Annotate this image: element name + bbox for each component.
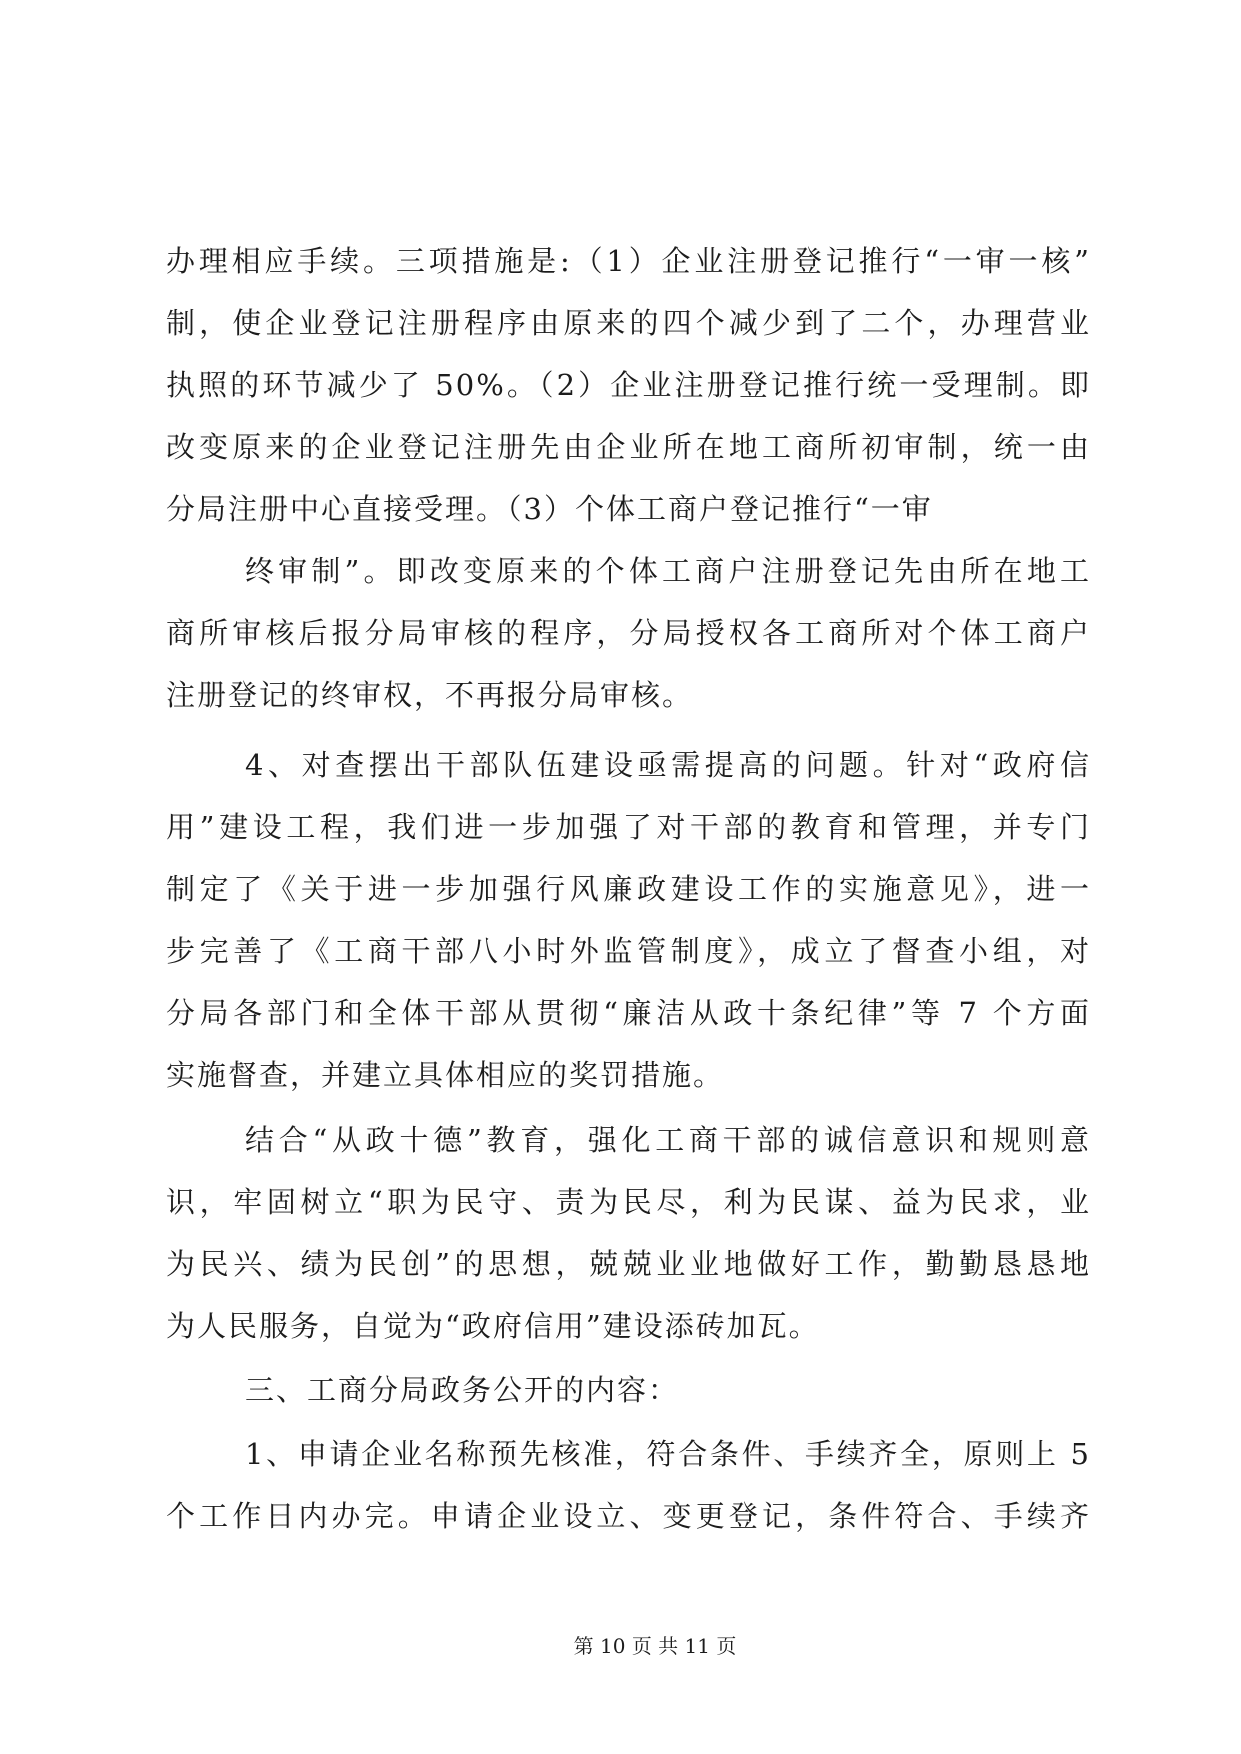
text-line: 识，牢固树立“职为民守、责为民尽，利为民谋、益为民求，业 [166,1185,1091,1219]
text-line: 执照的环节减少了 50%。（2）企业注册登记推行统一受理制。即 [166,368,1091,402]
paragraph [166,540,1091,726]
text-line: 分局各部门和全体干部从贯彻“廉洁从政十条纪律”等 7 个方面 [166,996,1091,1030]
text-line: 分局注册中心直接受理。（3）个体工商户登记推行“一审 [166,492,933,526]
text-line: 改变原来的企业登记注册先由企业所在地工商所初审制，统一由 [166,430,1091,464]
text-line: 用”建设工程，我们进一步加强了对干部的教育和管理，并专门 [166,810,1091,844]
text-line: 为人民服务，自觉为“政府信用”建设添砖加瓦。 [166,1309,820,1343]
text-line: 为民兴、绩为民创”的思想，兢兢业业地做好工作，勤勤恳恳地 [166,1247,1091,1281]
document-body [166,230,1091,1547]
text-line: 注册登记的终审权，不再报分局审核。 [166,678,694,712]
text-line: 制，使企业登记注册程序由原来的四个减少到了二个，办理营业 [166,306,1091,340]
text-line: 三、工商分局政务公开的内容： [245,1373,680,1407]
paragraph [166,1423,1091,1547]
text-line: 商所审核后报分局审核的程序，分局授权各工商所对个体工商户 [166,616,1091,650]
text-line: 步完善了《工商干部八小时外监管制度》，成立了督查小组，对 [166,934,1091,968]
text-line: 实施督查，并建立具体相应的奖罚措施。 [166,1058,725,1092]
paragraph [166,1109,1091,1357]
text-line: 个工作日内办完。申请企业设立、变更登记，条件符合、手续齐 [166,1499,1091,1533]
paragraph-continued [166,230,1091,540]
text-line: 办理相应手续。三项措施是:（1）企业注册登记推行“一审一核” [166,244,1091,278]
text-line: 1、申请企业名称预先核准，符合条件、手续齐全，原则上 5 [245,1437,1091,1471]
text-line: 终审制”。即改变原来的个体工商户注册登记先由所在地工 [245,554,1091,588]
page-footer: 第 10 页 共 11 页 [573,1634,737,1658]
text-line: 4、对查摆出干部队伍建设亟需提高的问题。针对“政府信 [245,748,1091,782]
text-line: 制定了《关于进一步加强行风廉政建设工作的实施意见》，进一 [166,872,1091,906]
text-line: 结合“从政十德”教育，强化工商干部的诚信意识和规则意 [245,1123,1091,1157]
paragraph [166,734,1091,1106]
section-heading [166,1359,1091,1421]
